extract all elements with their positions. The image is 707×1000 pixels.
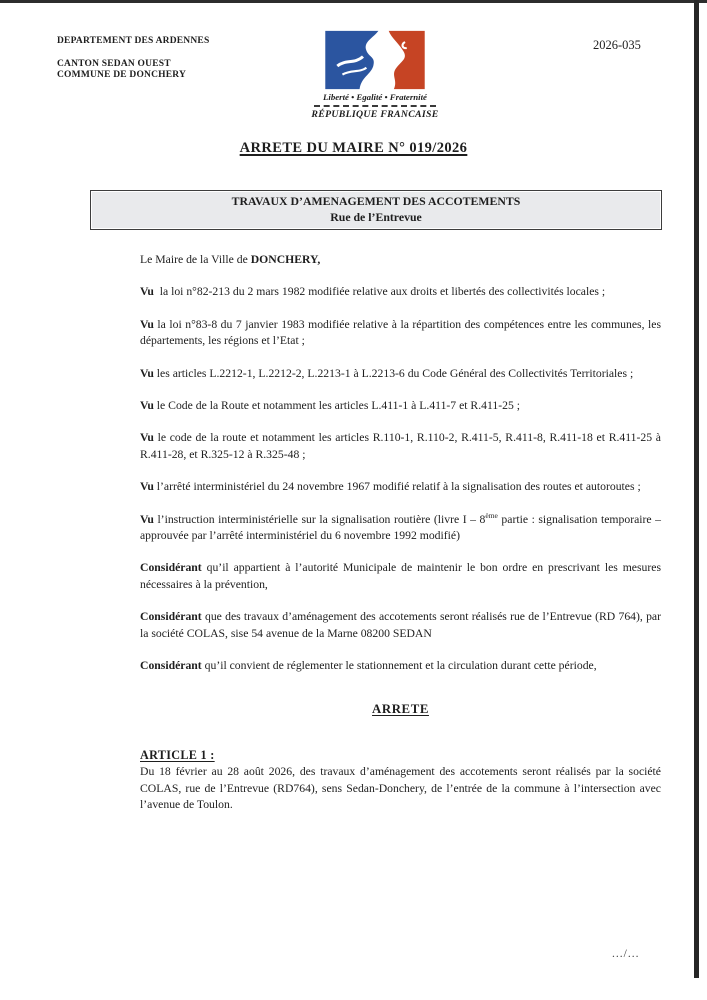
page-continuation-mark: .../... [612, 948, 640, 960]
article-1 [140, 747, 661, 814]
issuing-authority-block [57, 36, 209, 82]
commune-name-bold: DONCHERY, [250, 253, 321, 266]
logo-republic-label: RÉPUBLIQUE FRANCAISE [311, 109, 439, 120]
department-name: DEPARTEMENT DES ARDENNES [57, 36, 210, 46]
subject-line-2: Rue de l’Entrevue [330, 209, 422, 224]
recital-paragraph: Considérant qu’il convient de réglementer le stationnement et la circulation durant cette période, [140, 659, 597, 673]
recital-paragraph: Vu les articles L.2212-1, L.2212-2, L.2213-1 à L.2213-6 du Code Général des Collectivités Territoriales ; [140, 366, 634, 380]
recital-paragraph: Vu l’instruction interministérielle sur la signalisation routière (livre I – 8ème partie : signalisation temporaire – approuvée par l’arrêté interministériel du 6 novembre 1992 modifié) [140, 510, 662, 543]
document-body [140, 252, 661, 814]
recital-paragraph: Vu la loi n°83-8 du 7 janvier 1983 modifiée relative à la répartition des compétences entre les communes, les départements, les régions et l’Etat ; [140, 317, 662, 348]
article-1-heading: ARTICLE 1 : [140, 747, 215, 762]
recital-paragraph: Considérant que des travaux d’aménagement des accotements seront réalisés rue de l’Entrevue (RD 764), par la société COLAS, sise 54 avenue de la Marne 08200 SEDAN [140, 610, 662, 640]
intro-paragraph: Le Maire de la Ville de DONCHERY, [140, 253, 321, 266]
page-title: ARRETE DU MAIRE N° 019/2026 [239, 140, 468, 156]
subject-line-1: TRAVAUX D’AMENAGEMENT DES ACCOTEMENTS [231, 194, 521, 208]
article-1-text: Du 18 février au 28 août 2026, des travaux d’aménagement des accotements seront réalisés par la société COLAS, rue de l’Entrevue (RD764), sens Sedan-Donchery, de l’entrée de la commune à l’intersection avec l’avenue de Toulon. [140, 765, 661, 812]
order-heading: ARRETE [372, 701, 429, 716]
canton-name: CANTON SEDAN OUEST [57, 58, 171, 69]
scan-artifact-top-edge [0, 0, 707, 3]
french-republic-logo [310, 30, 440, 120]
recital-paragraph: Vu la loi n°82-213 du 2 mars 1982 modifiée relative aux droits et libertés des collectivités locales ; [140, 285, 606, 299]
marianne-flag-icon [322, 30, 428, 90]
subject-box [90, 190, 662, 230]
document-reference-number: 2026-035 [593, 38, 641, 52]
recital-paragraph: Vu le Code de la Route et notamment les articles L.411-1 à L.411-7 et R.411-25 ; [140, 399, 520, 413]
ordinal-superscript: ème [485, 510, 498, 520]
logo-divider [314, 105, 436, 107]
recital-paragraph: Considérant qu’il appartient à l’autorité Municipale de maintenir le bon ordre en prescrivant les mesures nécessaires à la prévention, [140, 561, 662, 591]
recital-paragraph: Vu le code de la route et notamment les articles R.110-1, R.110-2, R.411-5, R.411-8, R.411-18 et R.411-25 à R.411-28, et R.325-12 à R.325-48 ; [140, 431, 661, 461]
commune-name: COMMUNE DE DONCHERY [57, 70, 187, 80]
recital-paragraph: Vu l’arrêté interministériel du 24 novembre 1967 modifié relatif à la signalisation des routes et autoroutes ; [140, 480, 641, 494]
logo-motto: Liberté • Egalité • Fraternité [323, 92, 427, 102]
